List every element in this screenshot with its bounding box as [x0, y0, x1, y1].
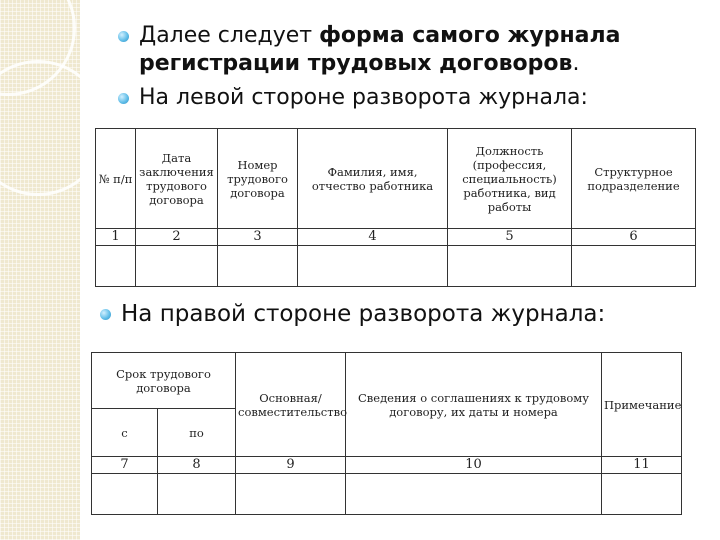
right-page-table	[91, 352, 682, 515]
column-number-cell: 4	[298, 229, 448, 246]
bullet-dot-icon	[100, 309, 111, 320]
bullet-right-page-text: На правой стороне разворота журнала:	[121, 301, 606, 327]
header-cell: Структурное подразделение	[572, 129, 696, 229]
empty-cell	[158, 474, 236, 515]
header-cell: Должность (профессия, специальность) работника, вид работы	[448, 129, 572, 229]
column-number-cell: 11	[602, 457, 682, 474]
header-cell: по	[158, 409, 236, 457]
empty-cell	[346, 474, 602, 515]
empty-cell	[298, 246, 448, 287]
column-number-cell: 8	[158, 457, 236, 474]
empty-cell	[218, 246, 298, 287]
bullet-left-page-text: На левой стороне разворота журнала:	[139, 85, 588, 110]
decorative-side-strip	[0, 0, 80, 540]
bullet-dot-icon	[118, 31, 129, 42]
column-number-cell: 1	[96, 229, 136, 246]
bullet-dot-icon	[118, 93, 129, 104]
header-cell: Дата заключения трудового договора	[136, 129, 218, 229]
bullet-right-page	[100, 300, 700, 328]
header-cell: Номер трудового договора	[218, 129, 298, 229]
column-number-cell: 5	[448, 229, 572, 246]
empty-cell	[92, 474, 158, 515]
column-number-cell: 2	[136, 229, 218, 246]
header-cell: Сведения о соглашениях к трудовому договору, их даты и номера	[346, 353, 602, 457]
bullet-left-page	[118, 84, 698, 112]
left-page-table	[95, 128, 696, 287]
header-cell: Срок трудового договора	[92, 353, 236, 409]
header-cell: Примечание	[602, 353, 682, 457]
empty-cell	[572, 246, 696, 287]
empty-cell	[448, 246, 572, 287]
header-cell: с	[92, 409, 158, 457]
column-number-cell: 7	[92, 457, 158, 474]
empty-cell	[96, 246, 136, 287]
header-cell: Основная/ совместительство	[236, 353, 346, 457]
bullet-intro	[118, 22, 698, 78]
empty-cell	[602, 474, 682, 515]
column-number-cell: 10	[346, 457, 602, 474]
empty-cell	[236, 474, 346, 515]
column-number-cell: 3	[218, 229, 298, 246]
bullet-intro-text: Далее следует форма самого журнала регистрации трудовых договоров.	[139, 23, 621, 76]
empty-cell	[136, 246, 218, 287]
header-cell: Фамилия, имя, отчество работника	[298, 129, 448, 229]
header-cell: № п/п	[96, 129, 136, 229]
column-number-cell: 9	[236, 457, 346, 474]
decorative-circle-bottom	[0, 60, 80, 196]
column-number-cell: 6	[572, 229, 696, 246]
